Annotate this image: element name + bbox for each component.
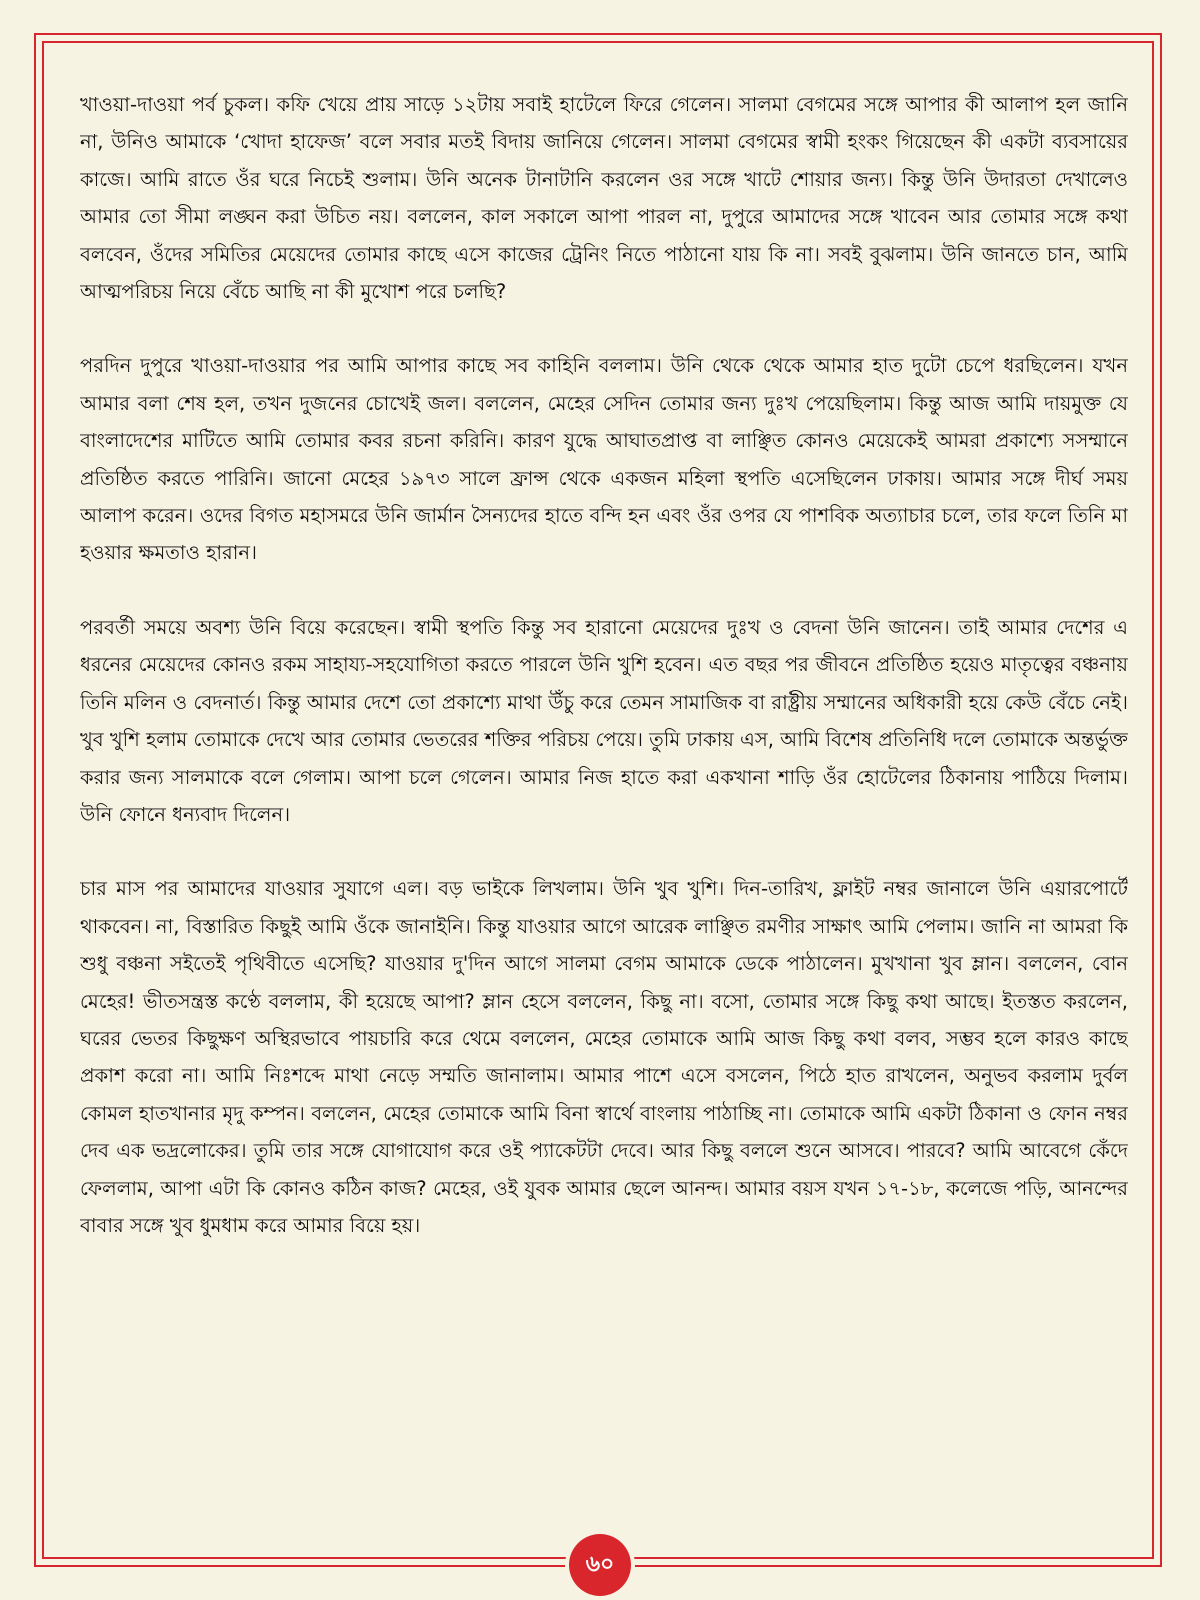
page-number-badge: ৬০ (569, 1534, 631, 1596)
paragraph-4: চার মাস পর আমাদের যাওয়ার সুযাগে এল। বড় ভাইকে লিখলাম। উনি খুব খুশি। দিন-তারিখ, ফ্লাইট নম্বর জানালে উনি এয়ারপোর্টে থাকবেন। না, বিস্তারিত কিছুই আমি ওঁকে জানাইনি। কিন্তু যাওয়ার আগে আরেক লাঞ্ছিত রমণীর সাক্ষাৎ আমি পেলাম। জানি না আমরা কি শুধু বঞ্চনা সইতেই পৃথিবীতে এসেছি? যাওয়ার দু'দিন আগে সালমা বেগম আমাকে ডেকে পাঠালেন। মুখখানা খুব ম্লান। বললেন, বোন মেহের! ভীতসন্ত্রস্ত কণ্ঠে বললাম, কী হয়েছে আপা? ম্লান হেসে বললেন, কিছু না। বসো, তোমার সঙ্গে কিছু কথা আছে। ইতস্তত করলেন, ঘরের ভেতর কিছুক্ষণ অস্থিরভাবে পায়চারি করে থেমে বললেন, মেহের তোমাকে আমি আজ কিছু কথা বলব, সম্ভব হলে কারও কাছে প্রকাশ করো না। আমি নিঃশব্দে মাথা নেড়ে সম্মতি জানালাম। আমার পাশে এসে বসলেন, পিঠে হাত রাখলেন, অনুভব করলাম দুর্বল কোমল হাতখানার মৃদু কম্পন। বললেন, মেহের তোমাকে আমি বিনা স্বার্থে বাংলায় পাঠাচ্ছি না। তোমাকে আমি একটা ঠিকানা ও ফোন নম্বর দেব এক ভদ্রলোকের। তুমি তার সঙ্গে যোগাযোগ করে ওই প্যাকেটটা দেবে। আর কিছু বললে শুনে আসবে। পারবে? আমি আবেগে কেঁদে ফেললাম, আপা এটা কি কোনও কঠিন কাজ? মেহের, ওই যুবক আমার ছেলে আনন্দ। আমার বয়স যখন ১৭-১৮, কলেজে পড়ি, আনন্দের বাবার সঙ্গে খুব ধুমধাম করে আমার বিয়ে হয়। (80, 877, 1128, 1237)
paragraph-3: পরবর্তী সময়ে অবশ্য উনি বিয়ে করেছেন। স্বামী স্থপতি কিন্তু সব হারানো মেয়েদের দুঃখ ও বেদনা উনি জানেন। তাই আমার দেশের এ ধরনের মেয়েদের কোনও রকম সাহায্য-সহযোগিতা করতে পারলে উনি খুশি হবেন। এত বছর পর জীবনে প্রতিষ্ঠিত হয়েও মাতৃত্বের বঞ্চনায় তিনি মলিন ও বেদনার্ত। কিন্তু আমার দেশে তো প্রকাশ্যে মাথা উঁচু করে তেমন সামাজিক বা রাষ্ট্রীয় সম্মানের অধিকারী হয়ে কেউ বেঁচে নেই। খুব খুশি হলাম তোমাকে দেখে আর তোমার ভেতরের শক্তির পরিচয় পেয়ে। তুমি ঢাকায় এস, আমি বিশেষ প্রতিনিধি দলে তোমাকে অন্তর্ভুক্ত করার জন্য সালমাকে বলে গেলাম। আপা চলে গেলেন। আমার নিজ হাতে করা একখানা শাড়ি ওঁর হোটেলের ঠিকানায় পাঠিয়ে দিলাম। উনি ফোনে ধন্যবাদ দিলেন। (80, 615, 1128, 826)
paragraph-1: খাওয়া-দাওয়া পর্ব চুকল। কফি খেয়ে প্রায় সাড়ে ১২টায় সবাই হাটেলে ফিরে গেলেন। সালমা বেগমের সঙ্গে আপার কী আলাপ হল জানি না, উনিও আমাকে ‘খোদা হাফেজ’ বলে সবার মতই বিদায় জানিয়ে গেলেন। সালমা বেগমের স্বামী হংকং গিয়েছেন কী একটা ব্যবসায়ের কাজে। আমি রাতে ওঁর ঘরে নিচেই শুলাম। উনি অনেক টানাটানি করলেন ওর সঙ্গে খাটে শোয়ার জন্য। কিন্তু উনি উদারতা দেখালেও আমার তো সীমা লঙ্ঘন করা উচিত নয়। বললেন, কাল সকালে আপা পারল না, দুপুরে আমাদের সঙ্গে খাবেন আর তোমার সঙ্গে কথা বলবেন, ওঁদের সমিতির মেয়েদের তোমার কাছে এসে কাজের ট্রেনিং নিতে পাঠানো যায় কি না। সবই বুঝলাম। উনি জানতে চান, আমি আত্মপরিচয় নিয়ে বেঁচে আছি না কী মুখোশ পরে চলছি? (80, 93, 1128, 304)
body-text (80, 86, 1128, 1516)
paragraph-2: পরদিন দুপুরে খাওয়া-দাওয়ার পর আমি আপার কাছে সব কাহিনি বললাম। উনি থেকে থেকে আমার হাত দুটো চেপে ধরছিলেন। যখন আমার বলা শেষ হল, তখন দুজনের চোখেই জল। বললেন, মেহের সেদিন তোমার জন্য দুঃখ পেয়েছিলাম। কিন্তু আজ আমি দায়মুক্ত যে বাংলাদেশের মাটিতে আমি তোমার কবর রচনা করিনি। কারণ যুদ্ধে আঘাতপ্রাপ্ত বা লাঞ্ছিত কোনও মেয়েকেই আমরা প্রকাশ্যে সসম্মানে প্রতিষ্ঠিত করতে পারিনি। জানো মেহের ১৯৭৩ সালে ফ্রান্স থেকে একজন মহিলা স্থপতি এসেছিলেন ঢাকায়। আমার সঙ্গে দীর্ঘ সময় আলাপ করেন। ওদের বিগত মহাসমরে উনি জার্মান সৈন্যদের হাতে বন্দি হন এবং ওঁর ওপর যে পাশবিক অত্যাচার চলে, তার ফলে তিনি মা হওয়ার ক্ষমতাও হারান। (80, 354, 1128, 565)
